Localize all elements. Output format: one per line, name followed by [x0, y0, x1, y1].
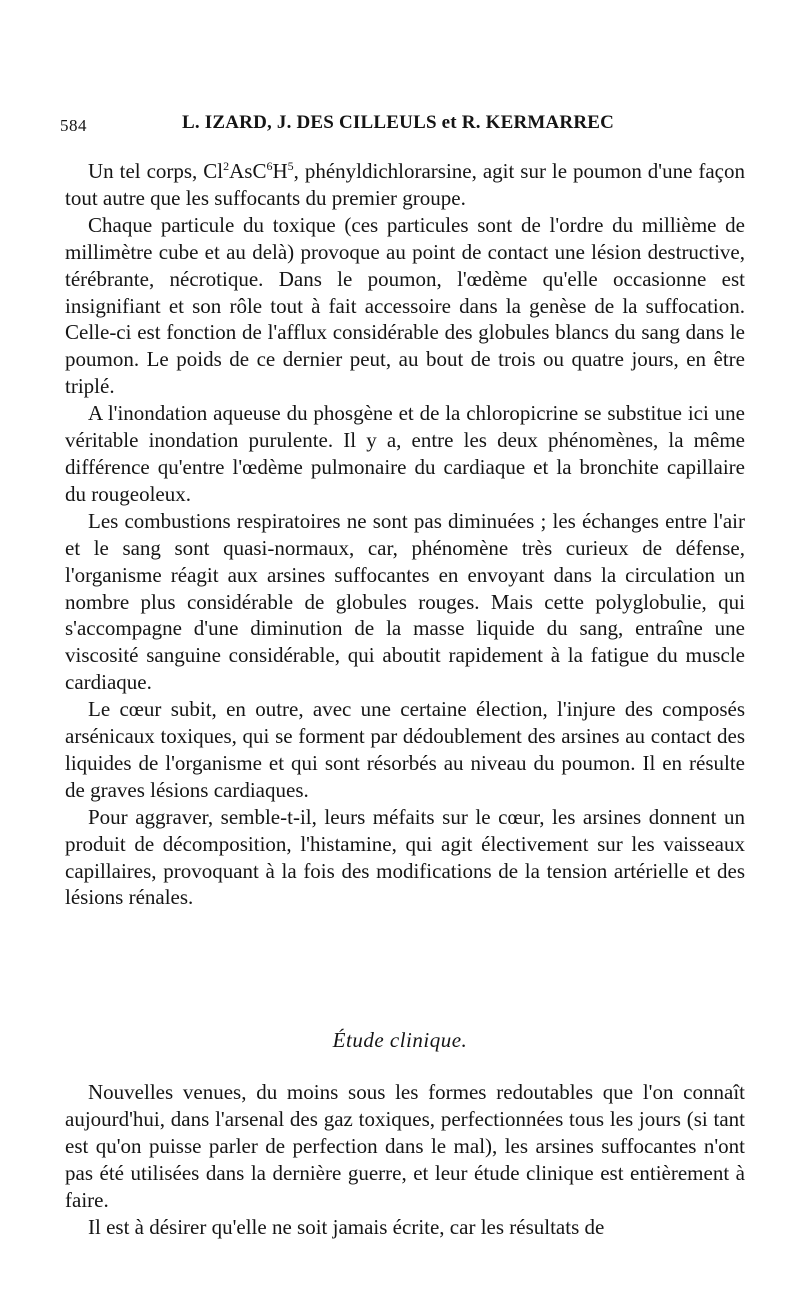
page-header	[60, 112, 750, 142]
body-text-continued	[65, 1079, 745, 1240]
subscript-number: 2	[223, 159, 230, 173]
paragraph-text: AsC	[229, 159, 267, 183]
paragraph: A l'inondation aqueuse du phosgène et de la chloropicrine se substitue ici une véritable inondation purulente. Il y a, entre les deux phénomènes, la même différence qu'entre l'œdème pulmonaire du cardiaque et la bronchite capillaire du rougeoleux.	[65, 401, 745, 506]
page-number: 584	[60, 116, 87, 135]
paragraph: Nouvelles venues, du moins sous les formes redoutables que l'on connaît aujourd'hui, dans l'arsenal des gaz toxiques, perfectionnées tous les jours (si tant est qu'on puisse parler de perfection dans le mal), les arsines suffocantes n'ont pas été utilisées dans la dernière guerre, et leur étude clinique est entièrement à faire.	[65, 1080, 745, 1212]
subscript-number: 5	[287, 159, 294, 173]
running-head: L. IZARD, J. DES CILLEULS et R. KERMARREC	[182, 112, 615, 133]
paragraph: Les combustions respiratoires ne sont pas diminuées ; les échanges entre l'air et le sang sont quasi-normaux, car, phénomène très curieux de défense, l'organisme réagit aux arsines suffocantes en envoyant dans la circulation un nombre plus considérable de globules rouges. Mais cette polyglobulie, qui s'accompagne d'une diminution de la masse liquide du sang, entraîne une viscosité sanguine considérable, qui aboutit rapidement à la fatigue du muscle cardiaque.	[65, 508, 745, 695]
body-text	[65, 158, 745, 911]
paragraph-text: Un tel corps, Cl	[88, 159, 224, 183]
paragraph-text: , phényldichlorarsine, agit sur le poumon d'une façon tout autre que les suffocants du premier groupe.	[65, 159, 745, 210]
paragraph: Le cœur subit, en outre, avec une certaine élection, l'injure des composés arsénicaux toxiques, qui se forment par dédoublement des arsines au contact des liquides de l'organisme et qui sont résorbés au niveau du poumon. Il en résulte de graves lésions cardiaques.	[65, 697, 745, 802]
section-title: Étude clinique.	[332, 1028, 468, 1052]
paragraph: Pour aggraver, semble-t-il, leurs méfaits sur le cœur, les arsines donnent un produit de décomposition, l'histamine, qui agit électivement sur les vaisseaux capillaires, provoquant à la fois des modifications de la tension artérielle et des lésions rénales.	[65, 804, 745, 910]
paragraph	[65, 158, 745, 212]
subscript-number: 6	[266, 159, 273, 173]
paragraph-text: H	[272, 159, 288, 183]
paragraph: Il est à désirer qu'elle ne soit jamais écrite, car les résultats de	[88, 1214, 605, 1239]
paragraph: Chaque particule du toxique (ces particules sont de l'ordre du millième de millimètre cube et au delà) provoque au point de contact une lésion destructive, térébrante, nécrotique. Dans le poumon, l'œdème qu'elle occasionne est insignifiant et son rôle tout à fait accessoire dans la genèse de la suffocation. Celle-ci est fonction de l'afflux considérable des globules blancs du sang dans le poumon. Le poids de ce dernier peut, au bout de trois ou quatre jours, en être triplé.	[65, 212, 745, 399]
